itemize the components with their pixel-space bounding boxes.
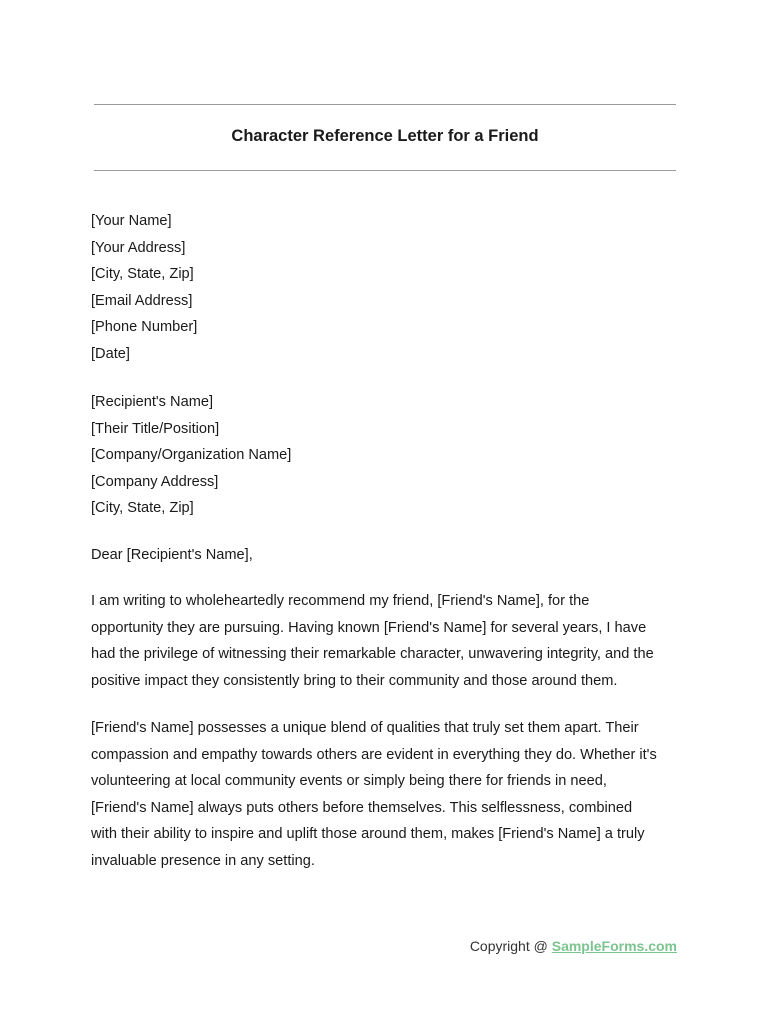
sender-line: [Email Address] — [91, 292, 193, 309]
sampleforms-link[interactable]: SampleForms.com — [551, 938, 677, 954]
salutation-text: Dear [Recipient's Name], — [91, 547, 253, 563]
paragraph-line: had the privilege of witnessing their remarkable character, unwavering integrity, and the — [91, 646, 654, 663]
recipient-line: [Recipient's Name] — [91, 394, 214, 410]
sender-line: [City, State, Zip] — [91, 266, 194, 283]
paragraph-line: volunteering at local community events or simply being there for friends in need, — [91, 773, 607, 790]
body-paragraph-2 — [91, 715, 691, 875]
body-paragraph-1 — [91, 588, 691, 694]
sender-line: [Phone Number] — [91, 319, 198, 336]
header-rule-bottom — [94, 170, 676, 171]
recipient-line: [Company Address] — [91, 473, 219, 490]
paragraph-line: opportunity they are pursuing. Having known [Friend's Name] for several years, I have — [91, 619, 647, 636]
paragraph-line: I am writing to wholeheartedly recommend my friend, [Friend's Name], for the — [91, 593, 590, 609]
paragraph-line: [Friend's Name] possesses a unique blend of qualities that truly set them apart. Their — [91, 720, 639, 736]
document-title: Character Reference Letter for a Friend — [231, 127, 539, 145]
paragraph-line: positive impact they consistently bring to their community and those around them. — [91, 672, 618, 689]
paragraph-line: invaluable presence in any setting. — [91, 852, 315, 869]
paragraph-line: [Friend's Name] always puts others before themselves. This selflessness, combined — [91, 799, 633, 816]
header-rule-top — [94, 104, 676, 105]
sender-line: [Date] — [91, 345, 130, 362]
copyright-footer — [470, 938, 677, 954]
sender-line: [Your Address] — [91, 239, 186, 256]
recipient-address-block — [91, 389, 691, 522]
paragraph-line: compassion and empathy towards others are evident in everything they do. Whether it's — [91, 746, 657, 763]
recipient-line: [Their Title/Position] — [91, 420, 220, 437]
sender-address-block — [91, 208, 691, 368]
salutation — [91, 542, 691, 569]
recipient-line: [Company/Organization Name] — [91, 447, 292, 464]
sender-line: [Your Name] — [91, 213, 172, 229]
paragraph-line: with their ability to inspire and uplift those around them, makes [Friend's Name] a truly — [91, 826, 645, 843]
recipient-line: [City, State, Zip] — [91, 500, 194, 517]
copyright-prefix: Copyright @ — [469, 938, 552, 954]
